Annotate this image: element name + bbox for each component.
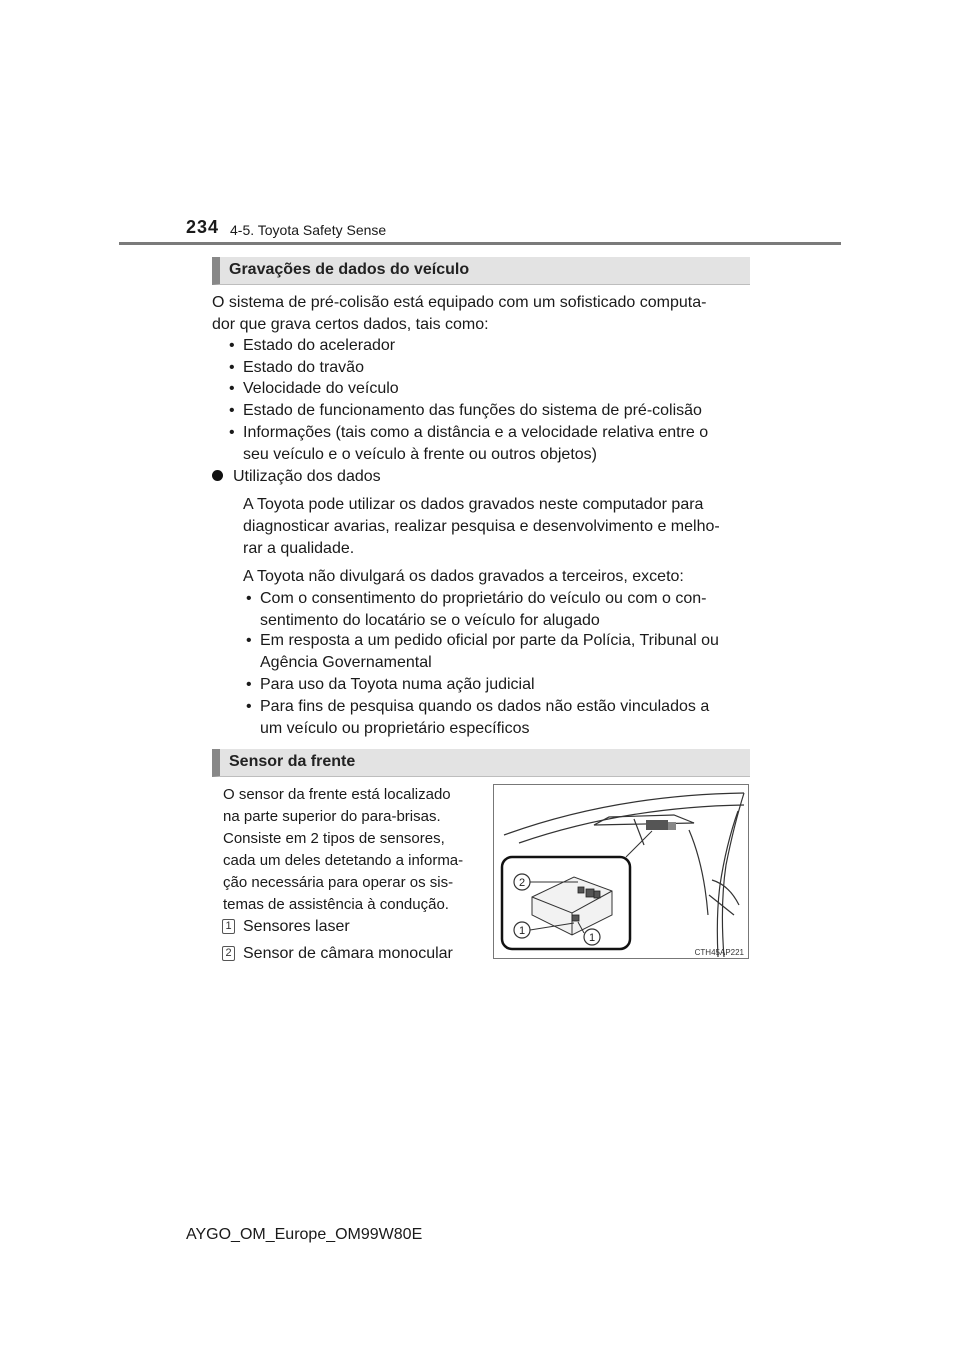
sensor-desc-line: Consiste em 2 tipos de sensores, xyxy=(223,830,445,847)
section-heading-text: Gravações de dados do veículo xyxy=(229,261,470,278)
bullet-dot: • xyxy=(246,698,252,715)
bullet-text: Informações (tais como a distância e a velocidade relativa entre o xyxy=(243,424,709,441)
section-heading-vehicle-data xyxy=(212,257,750,285)
sensor-desc-line: ção necessária para operar os sis- xyxy=(223,874,454,891)
circle-bullet-icon xyxy=(212,470,223,481)
item-label-camera: Sensor de câmara monocular xyxy=(243,945,453,962)
sensor-diagram xyxy=(494,785,748,958)
page-number: 234 xyxy=(186,217,220,237)
sensor-desc-line: cada um deles detetando a informa- xyxy=(223,852,464,869)
bullet-dot: • xyxy=(246,590,252,607)
bullet-item xyxy=(229,357,743,379)
bullet-text: Estado do acelerador xyxy=(243,337,396,354)
bullet-dot: • xyxy=(246,676,252,693)
bullet-item xyxy=(246,588,744,632)
bullet-dot: • xyxy=(229,337,235,354)
item-number-badge: 2 xyxy=(222,946,235,961)
bullet-dot: • xyxy=(229,424,235,441)
bullet-item xyxy=(229,400,743,422)
bullet-dot: • xyxy=(229,402,235,419)
subheading-text: Utilização dos dados xyxy=(233,468,381,485)
bullet-text: Para fins de pesquisa quando os dados não estão vinculados a xyxy=(260,698,710,715)
usage-line-1: A Toyota pode utilizar os dados gravados neste computador para xyxy=(243,496,704,513)
sensor-desc-line: O sensor da frente está localizado xyxy=(223,786,451,803)
bullet-item xyxy=(229,335,743,357)
usage-line-2: diagnosticar avarias, realizar pesquisa e desenvolvimento e melho- xyxy=(243,518,720,535)
section-heading-text: Sensor da frente xyxy=(229,753,356,770)
intro-line-2: dor que grava certos dados, tais como: xyxy=(212,316,489,333)
front-sensor-illustration xyxy=(493,784,749,959)
bullet-dot: • xyxy=(229,380,235,397)
bullet-text-cont: Agência Governamental xyxy=(260,654,432,671)
bullet-text: Em resposta a um pedido oficial por parte da Polícia, Tribunal ou xyxy=(260,632,719,649)
bullet-text: Velocidade do veículo xyxy=(243,380,399,397)
sensor-desc-line: na parte superior do para-brisas. xyxy=(223,808,441,825)
intro-line-1: O sistema de pré-colisão está equipado com um sofisticado computa- xyxy=(212,294,707,311)
bullet-item xyxy=(229,378,743,400)
callout-number: 1 xyxy=(588,932,596,944)
bullet-text-cont: um veículo ou proprietário específicos xyxy=(260,720,530,737)
item-label-laser: Sensores laser xyxy=(243,918,350,935)
bullet-item xyxy=(246,696,744,740)
disclosure-intro: A Toyota não divulgará os dados gravados a terceiros, exceto: xyxy=(243,568,684,585)
item-number-badge: 1 xyxy=(222,919,235,934)
bullet-text: Estado do travão xyxy=(243,359,364,376)
usage-line-3: rar a qualidade. xyxy=(243,540,355,557)
section-heading-front-sensor xyxy=(212,749,750,777)
bullet-dot: • xyxy=(246,632,252,649)
bullet-dot: • xyxy=(229,359,235,376)
bullet-text: Com o consentimento do proprietário do veículo ou com o con- xyxy=(260,590,707,607)
bullet-text-cont: seu veículo e o veículo à frente ou outros objetos) xyxy=(243,446,597,463)
section-title: 4-5. Toyota Safety Sense xyxy=(230,222,387,238)
bullet-text: Estado de funcionamento das funções do sistema de pré-colisão xyxy=(243,402,702,419)
sensor-housing xyxy=(646,820,668,830)
header-divider xyxy=(119,242,841,245)
bullet-text-cont: sentimento do locatário se o veículo for alugado xyxy=(260,612,600,629)
bullet-item xyxy=(229,422,743,466)
mirror-mount xyxy=(668,822,676,830)
bullet-text: Para uso da Toyota numa ação judicial xyxy=(260,676,535,693)
leader-line xyxy=(626,831,652,857)
subheading-data-usage xyxy=(212,466,381,488)
sensor-desc-line: temas de assistência à condução. xyxy=(223,896,449,913)
bullet-item xyxy=(246,674,744,696)
callout-number: 1 xyxy=(518,925,526,937)
document-code: AYGO_OM_Europe_OM99W80E xyxy=(186,1226,423,1243)
bullet-item xyxy=(246,630,744,674)
figure-code: CTH45AP221 xyxy=(694,948,744,957)
callout-number: 2 xyxy=(518,877,526,889)
